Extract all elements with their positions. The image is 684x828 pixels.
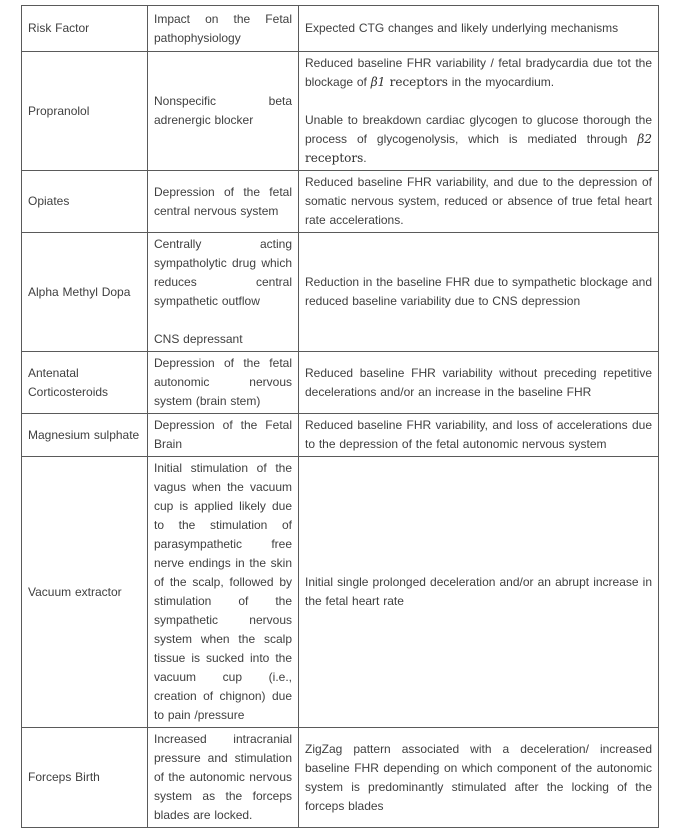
beta-receptor-term: β1 <box>370 75 386 89</box>
risk-factor-cell: Forceps Birth <box>22 728 148 828</box>
paragraph: Reduced baseline FHR variability / fetal bradycardia due tot the blockage of β1 receptors in the myocardium. <box>305 56 652 89</box>
ctg-changes-cell <box>299 457 659 728</box>
impact-cell <box>148 457 299 728</box>
ctg-changes-cell <box>299 728 659 828</box>
table-row <box>22 171 659 233</box>
paragraph: CNS depressant <box>154 332 243 346</box>
table-row <box>22 352 659 414</box>
paragraph: Depression of the Fetal Brain <box>154 418 292 451</box>
table-row <box>22 414 659 457</box>
paragraph: ZigZag pattern associated with a deceleration/ increased baseline FHR depending on which component of the autonomic system is predominantly stimulated after the locking of the forceps blades <box>305 741 652 813</box>
ctg-changes-cell <box>299 414 659 457</box>
beta-receptor-term: receptors <box>305 151 364 165</box>
paragraph: Depression of the fetal autonomic nervous system (brain stem) <box>154 356 292 408</box>
paragraph: Centrally acting sympatholytic drug which reduces central sympathetic outflow <box>154 237 292 308</box>
table-row <box>22 728 659 828</box>
paragraph: Nonspecific beta adrenergic blocker <box>154 94 292 127</box>
header-row <box>22 6 659 52</box>
column-header-ctg-changes: Expected CTG changes and likely underlying mechanisms <box>299 6 659 52</box>
paragraph: Initial single prolonged deceleration and/or an abrupt increase in the fetal heart rate <box>305 575 652 608</box>
risk-factor-cell: Alpha Methyl Dopa <box>22 233 148 352</box>
risk-factor-cell: Vacuum extractor <box>22 457 148 728</box>
risk-factor-table <box>21 5 659 828</box>
paragraph: Reduction in the baseline FHR due to sympathetic blockage and reduced baseline variability due to CNS depression <box>305 275 652 308</box>
table-row <box>22 457 659 728</box>
impact-cell <box>148 352 299 414</box>
paragraph: Reduced baseline FHR variability, and loss of accelerations due to the depression of the fetal autonomic nervous system <box>305 418 652 451</box>
paragraph: Increased intracranial pressure and stimulation of the autonomic nervous system as the forceps blades are locked. <box>154 732 292 822</box>
impact-cell <box>148 52 299 171</box>
risk-factor-cell: Antenatal Corticosteroids <box>22 352 148 414</box>
column-header-impact: Impact on the Fetal pathophysiology <box>148 6 299 52</box>
table-header <box>22 6 659 52</box>
paragraph: Reduced baseline FHR variability, and due to the depression of somatic nervous system, reduced or absence of true fetal heart rate accelerations. <box>305 175 652 227</box>
table-body <box>22 52 659 828</box>
paragraph: Depression of the fetal central nervous system <box>154 184 292 218</box>
paragraph: Initial stimulation of the vagus when the vacuum cup is applied likely due to the stimulation of parasympathetic free nerve endings in the skin of the scalp, followed by stimulation of the sympathetic nervous system when the scalp tissue is sucked into the vacuum cup (i.e., creation of chignon) due to pain /pressure <box>154 461 292 722</box>
table-row <box>22 233 659 352</box>
impact-cell <box>148 728 299 828</box>
impact-cell <box>148 233 299 352</box>
ctg-changes-cell <box>299 233 659 352</box>
paragraph: Reduced baseline FHR variability without preceding repetitive decelerations and/or an increase in the baseline FHR <box>305 365 652 399</box>
table-row <box>22 52 659 171</box>
column-header-risk-factor: Risk Factor <box>22 6 148 52</box>
risk-factor-cell: Opiates <box>22 171 148 233</box>
paragraph: Unable to breakdown cardiac glycogen to glucose thorough the process of glycogenolysis, which is mediated through β2 receptors. <box>305 113 652 165</box>
impact-cell <box>148 414 299 457</box>
ctg-changes-cell <box>299 352 659 414</box>
risk-factor-cell: Propranolol <box>22 52 148 171</box>
beta-receptor-term: β2 <box>637 132 652 146</box>
risk-factor-cell: Magnesium sulphate <box>22 414 148 457</box>
impact-cell <box>148 171 299 233</box>
ctg-changes-cell <box>299 52 659 171</box>
ctg-changes-cell <box>299 171 659 233</box>
beta-receptor-term: receptors <box>385 75 448 89</box>
